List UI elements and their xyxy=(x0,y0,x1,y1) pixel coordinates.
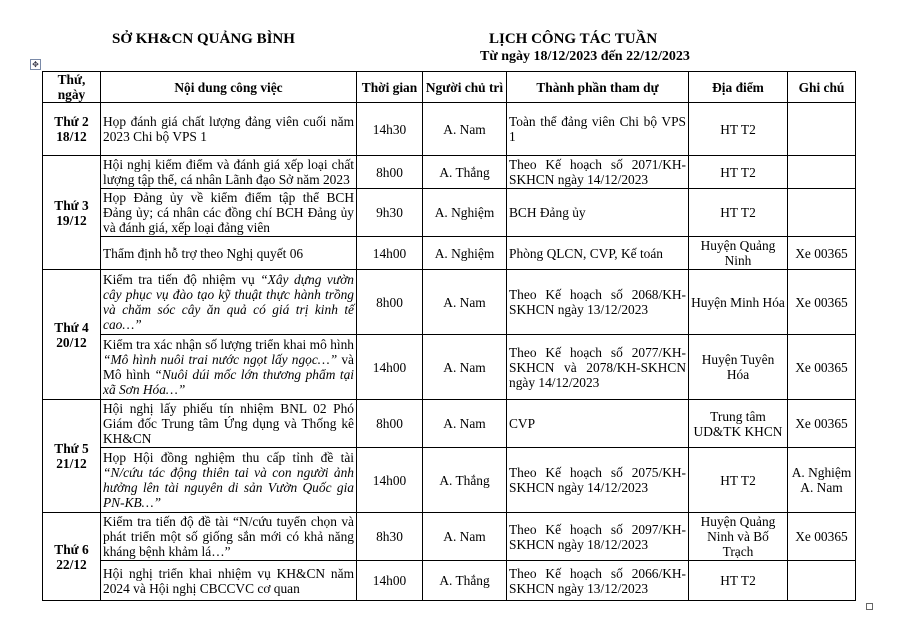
note-cell xyxy=(788,103,856,156)
location-cell: HT T2 xyxy=(689,189,788,237)
table-row xyxy=(43,103,856,156)
day-date: 18/12 xyxy=(56,129,87,144)
participants-cell: Toàn thể đảng viên Chi bộ VPS 1 xyxy=(507,103,689,156)
location-cell: Trung tâm UD&TK KHCN xyxy=(689,400,788,448)
participants-cell: Theo Kế hoạch số 2075/KH-SKHCN ngày 14/12/2023 xyxy=(507,448,689,513)
content-text: Họp Hội đồng nghiệm thu cấp tỉnh đề tài xyxy=(103,450,354,465)
day-name: Thứ 6 xyxy=(54,541,89,557)
time-cell: 14h00 xyxy=(357,448,423,513)
note-cell: Xe 00365 xyxy=(788,237,856,270)
location-cell: Huyện Minh Hóa xyxy=(689,270,788,335)
content-text: Kiểm tra tiến độ nhiệm vụ xyxy=(103,272,261,287)
day-cell-fri xyxy=(43,513,101,601)
content-cell xyxy=(101,448,357,513)
column-header-note: Ghi chú xyxy=(788,72,856,103)
location-cell: HT T2 xyxy=(689,561,788,601)
participants-cell: Phòng QLCN, CVP, Kế toán xyxy=(507,237,689,270)
organization-name: SỞ KH&CN QUẢNG BÌNH xyxy=(112,31,295,47)
participants-cell: Theo Kế hoạch số 2066/KH-SKHCN ngày 13/12/2023 xyxy=(507,561,689,601)
chair-cell: A. Nam xyxy=(423,335,507,400)
table-row xyxy=(43,513,856,561)
chair-cell: A. Nghiệm xyxy=(423,189,507,237)
day-date: 21/12 xyxy=(56,456,87,471)
time-cell: 14h30 xyxy=(357,103,423,156)
chair-cell: A. Thắng xyxy=(423,156,507,189)
column-header-chair: Người chủ trì xyxy=(423,72,507,103)
participants-cell: Theo Kế hoạch số 2071/KH-SKHCN ngày 14/12/2023 xyxy=(507,156,689,189)
content-cell: Hội nghị triển khai nhiệm vụ KH&CN năm 2024 và Hội nghị CBCCVC cơ quan xyxy=(101,561,357,601)
participants-cell: Theo Kế hoạch số 2068/KH-SKHCN ngày 13/12/2023 xyxy=(507,270,689,335)
chair-cell: A. Nam xyxy=(423,103,507,156)
content-cell: Họp Đảng ủy về kiểm điểm tập thể BCH Đảng ủy; cá nhân các đồng chí BCH Đảng ủy và đánh giá, xếp loại đảng viên xyxy=(101,189,357,237)
location-cell: Huyện Quảng Ninh xyxy=(689,237,788,270)
content-cell: Thẩm định hỗ trợ theo Nghị quyết 06 xyxy=(101,237,357,270)
table-move-handle-icon[interactable]: ✥ xyxy=(30,59,41,70)
chair-cell: A. Nam xyxy=(423,513,507,561)
day-date: 22/12 xyxy=(56,556,87,572)
time-cell: 14h00 xyxy=(357,561,423,601)
content-cell xyxy=(101,335,357,400)
day-cell-wed xyxy=(43,270,101,400)
location-cell: Huyện Tuyên Hóa xyxy=(689,335,788,400)
time-cell: 8h00 xyxy=(357,156,423,189)
time-cell: 8h00 xyxy=(357,400,423,448)
day-name: Thứ 3 xyxy=(54,197,89,213)
location-cell: HT T2 xyxy=(689,103,788,156)
content-cell: Kiểm tra tiến độ đề tài “N/cứu tuyển chọn và phát triển một số giống sắn mới có khả năng kháng bệnh khảm lá…” xyxy=(101,513,357,561)
content-quote: “N/cứu tác động thiên tai và con người ảnh hưởng lên tài nguyên di sản Vườn Quốc gia PN-KB…” xyxy=(103,465,354,510)
content-quote: “Nuôi dúi mốc lớn thương phẩm tại xã Sơn Hóa…” xyxy=(103,367,354,397)
day-date: 20/12 xyxy=(56,334,87,350)
table-row xyxy=(43,237,856,270)
content-cell xyxy=(101,270,357,335)
chair-cell: A. Nam xyxy=(423,400,507,448)
location-cell: HT T2 xyxy=(689,448,788,513)
table-row xyxy=(43,561,856,601)
participants-cell: CVP xyxy=(507,400,689,448)
end-of-table-marker xyxy=(866,603,873,610)
day-name: Thứ 5 xyxy=(54,441,89,456)
note-cell xyxy=(788,561,856,601)
content-text: và Mô hình xyxy=(103,352,354,382)
chair-cell: A. Thắng xyxy=(423,561,507,601)
header-row xyxy=(43,72,856,103)
chair-cell: A. Nam xyxy=(423,270,507,335)
time-cell: 14h00 xyxy=(357,335,423,400)
note-cell: Xe 00365 xyxy=(788,400,856,448)
column-header-day: Thứ, ngày xyxy=(43,72,101,103)
table-row xyxy=(43,189,856,237)
schedule-table xyxy=(42,71,856,601)
table-row xyxy=(43,270,856,335)
day-name: Thứ 2 xyxy=(54,114,89,129)
chair-cell: A. Thắng xyxy=(423,448,507,513)
time-cell: 8h00 xyxy=(357,270,423,335)
note-cell: A. Nghiệm A. Nam xyxy=(788,448,856,513)
participants-cell: BCH Đảng ủy xyxy=(507,189,689,237)
day-cell-mon xyxy=(43,103,101,156)
content-cell: Hội nghị kiểm điểm và đánh giá xếp loại chất lượng tập thể, cá nhân Lãnh đạo Sở năm 2023 xyxy=(101,156,357,189)
content-quote: “Xây dựng vườn cây phục vụ đào tạo kỹ thuật thực hành trồng và chăm sóc cây ăn quả có giá trị kinh tế cao…” xyxy=(103,272,354,332)
date-range: Từ ngày 18/12/2023 đến 22/12/2023 xyxy=(480,49,690,64)
content-cell: Họp đánh giá chất lượng đảng viên cuối năm 2023 Chi bộ VPS 1 xyxy=(101,103,357,156)
table-row xyxy=(43,156,856,189)
chair-cell: A. Nghiệm xyxy=(423,237,507,270)
content-cell: Hội nghị lấy phiếu tín nhiệm BNL 02 Phó Giám đốc Trung tâm Ứng dụng và Thống kê KH&CN xyxy=(101,400,357,448)
table-row xyxy=(43,400,856,448)
note-cell: Xe 00365 xyxy=(788,513,856,561)
content-text: Kiểm tra xác nhận số lượng triển khai mô hình xyxy=(103,337,354,352)
column-header-time: Thời gian xyxy=(357,72,423,103)
page-title: LỊCH CÔNG TÁC TUẦN xyxy=(489,31,658,47)
day-date: 19/12 xyxy=(56,212,87,228)
time-cell: 14h00 xyxy=(357,237,423,270)
content-quote: “Mô hình nuôi trai nước ngọt lấy ngọc…” xyxy=(103,352,338,367)
column-header-participants: Thành phần tham dự xyxy=(507,72,689,103)
note-cell: Xe 00365 xyxy=(788,270,856,335)
note-cell xyxy=(788,156,856,189)
column-header-location: Địa điểm xyxy=(689,72,788,103)
time-cell: 8h30 xyxy=(357,513,423,561)
table-row xyxy=(43,448,856,513)
location-cell: Huyện Quảng Ninh và Bố Trạch xyxy=(689,513,788,561)
day-cell-thu xyxy=(43,400,101,513)
participants-cell: Theo Kế hoạch số 2097/KH-SKHCN ngày 18/12/2023 xyxy=(507,513,689,561)
day-cell-tue xyxy=(43,156,101,270)
note-cell: Xe 00365 xyxy=(788,335,856,400)
location-cell: HT T2 xyxy=(689,156,788,189)
day-name: Thứ 4 xyxy=(54,319,89,335)
participants-cell: Theo Kế hoạch số 2077/KH-SKHCN và 2078/KH-SKHCN ngày 14/12/2023 xyxy=(507,335,689,400)
table-row xyxy=(43,335,856,400)
note-cell xyxy=(788,189,856,237)
time-cell: 9h30 xyxy=(357,189,423,237)
column-header-content: Nội dung công việc xyxy=(101,72,357,103)
